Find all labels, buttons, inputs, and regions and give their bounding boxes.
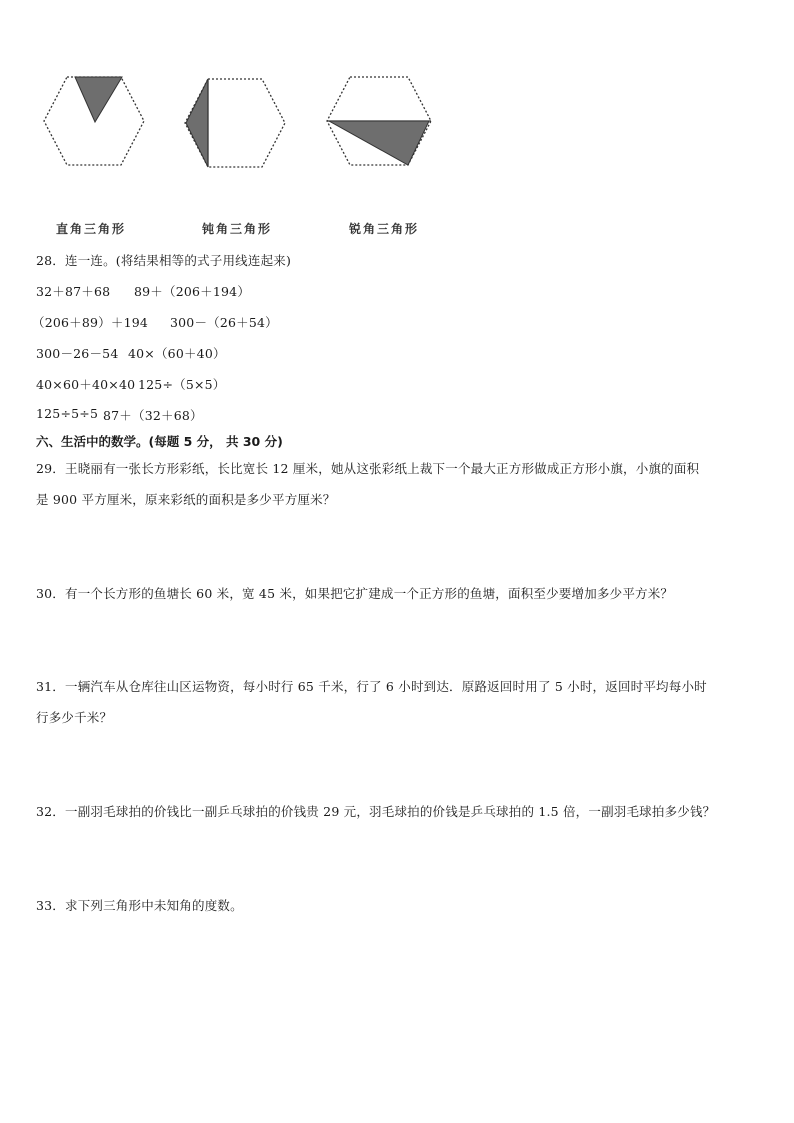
shaded-right-triangle xyxy=(75,77,122,122)
q28-row-1-left: 32＋87＋68 xyxy=(36,284,111,299)
q33-text: 33．求下列三角形中未知角的度数。 xyxy=(36,898,243,913)
q28-row-1-right: 89＋（206＋194） xyxy=(134,284,251,299)
caption-acute-triangle: 锐角三角形 xyxy=(349,222,420,236)
q28-row-5-right: 87＋（32＋68） xyxy=(103,408,203,423)
q31-text-line-2: 行多少千米？ xyxy=(36,710,113,725)
section-6-heading: 六、生活中的数学。(每题 5 分， 共 30 分) xyxy=(36,434,283,449)
q31-text-line-1: 31．一辆汽车从仓库往山区运物资，每小时行 65 千米，行了 6 小时到达．原路返回时用了 5 小时，返回时平均每小时 xyxy=(36,679,707,694)
q28-row-4-left: 40×60＋40×40 xyxy=(36,377,136,392)
q28-row-2-left: （206＋89）＋194 xyxy=(32,315,149,330)
q28-row-2-right: 300－（26＋54） xyxy=(170,315,278,330)
hexagon-right-triangle-figure xyxy=(40,74,148,168)
shaded-acute-triangle xyxy=(329,121,429,165)
q32-text: 32．一副羽毛球拍的价钱比一副乒乓球拍的价钱贵 29 元，羽毛球拍的价钱是乒乓球拍的 1.5 倍，一副羽毛球拍多少钱？ xyxy=(36,804,716,819)
caption-right-triangle: 直角三角形 xyxy=(56,222,127,236)
shaded-obtuse-triangle xyxy=(186,79,208,167)
q28-title: 28．连一连。(将结果相等的式子用线连起来) xyxy=(36,253,292,268)
caption-obtuse-triangle: 钝角三角形 xyxy=(202,222,273,236)
q29-text-line-2: 是 900 平方厘米，原来彩纸的面积是多少平方厘米？ xyxy=(36,492,336,507)
q28-row-5-left: 125÷5÷5 xyxy=(36,406,99,421)
q28-row-3-right: 40×（60＋40） xyxy=(128,346,226,361)
q28-row-4-right: 125÷（5×5） xyxy=(138,377,226,392)
q30-text: 30．有一个长方形的鱼塘长 60 米，宽 45 米，如果把它扩建成一个正方形的鱼塘，面积至少要增加多少平方米？ xyxy=(36,586,674,601)
q28-row-3-left: 300－26－54 xyxy=(36,346,119,361)
hexagon-acute-triangle-figure xyxy=(323,74,435,168)
q29-text-line-1: 29．王晓丽有一张长方形彩纸，长比宽长 12 厘米，她从这张彩纸上裁下一个最大正方形做成正方形小旗，小旗的面积 xyxy=(36,461,700,476)
hexagon-obtuse-triangle-figure xyxy=(181,76,289,170)
